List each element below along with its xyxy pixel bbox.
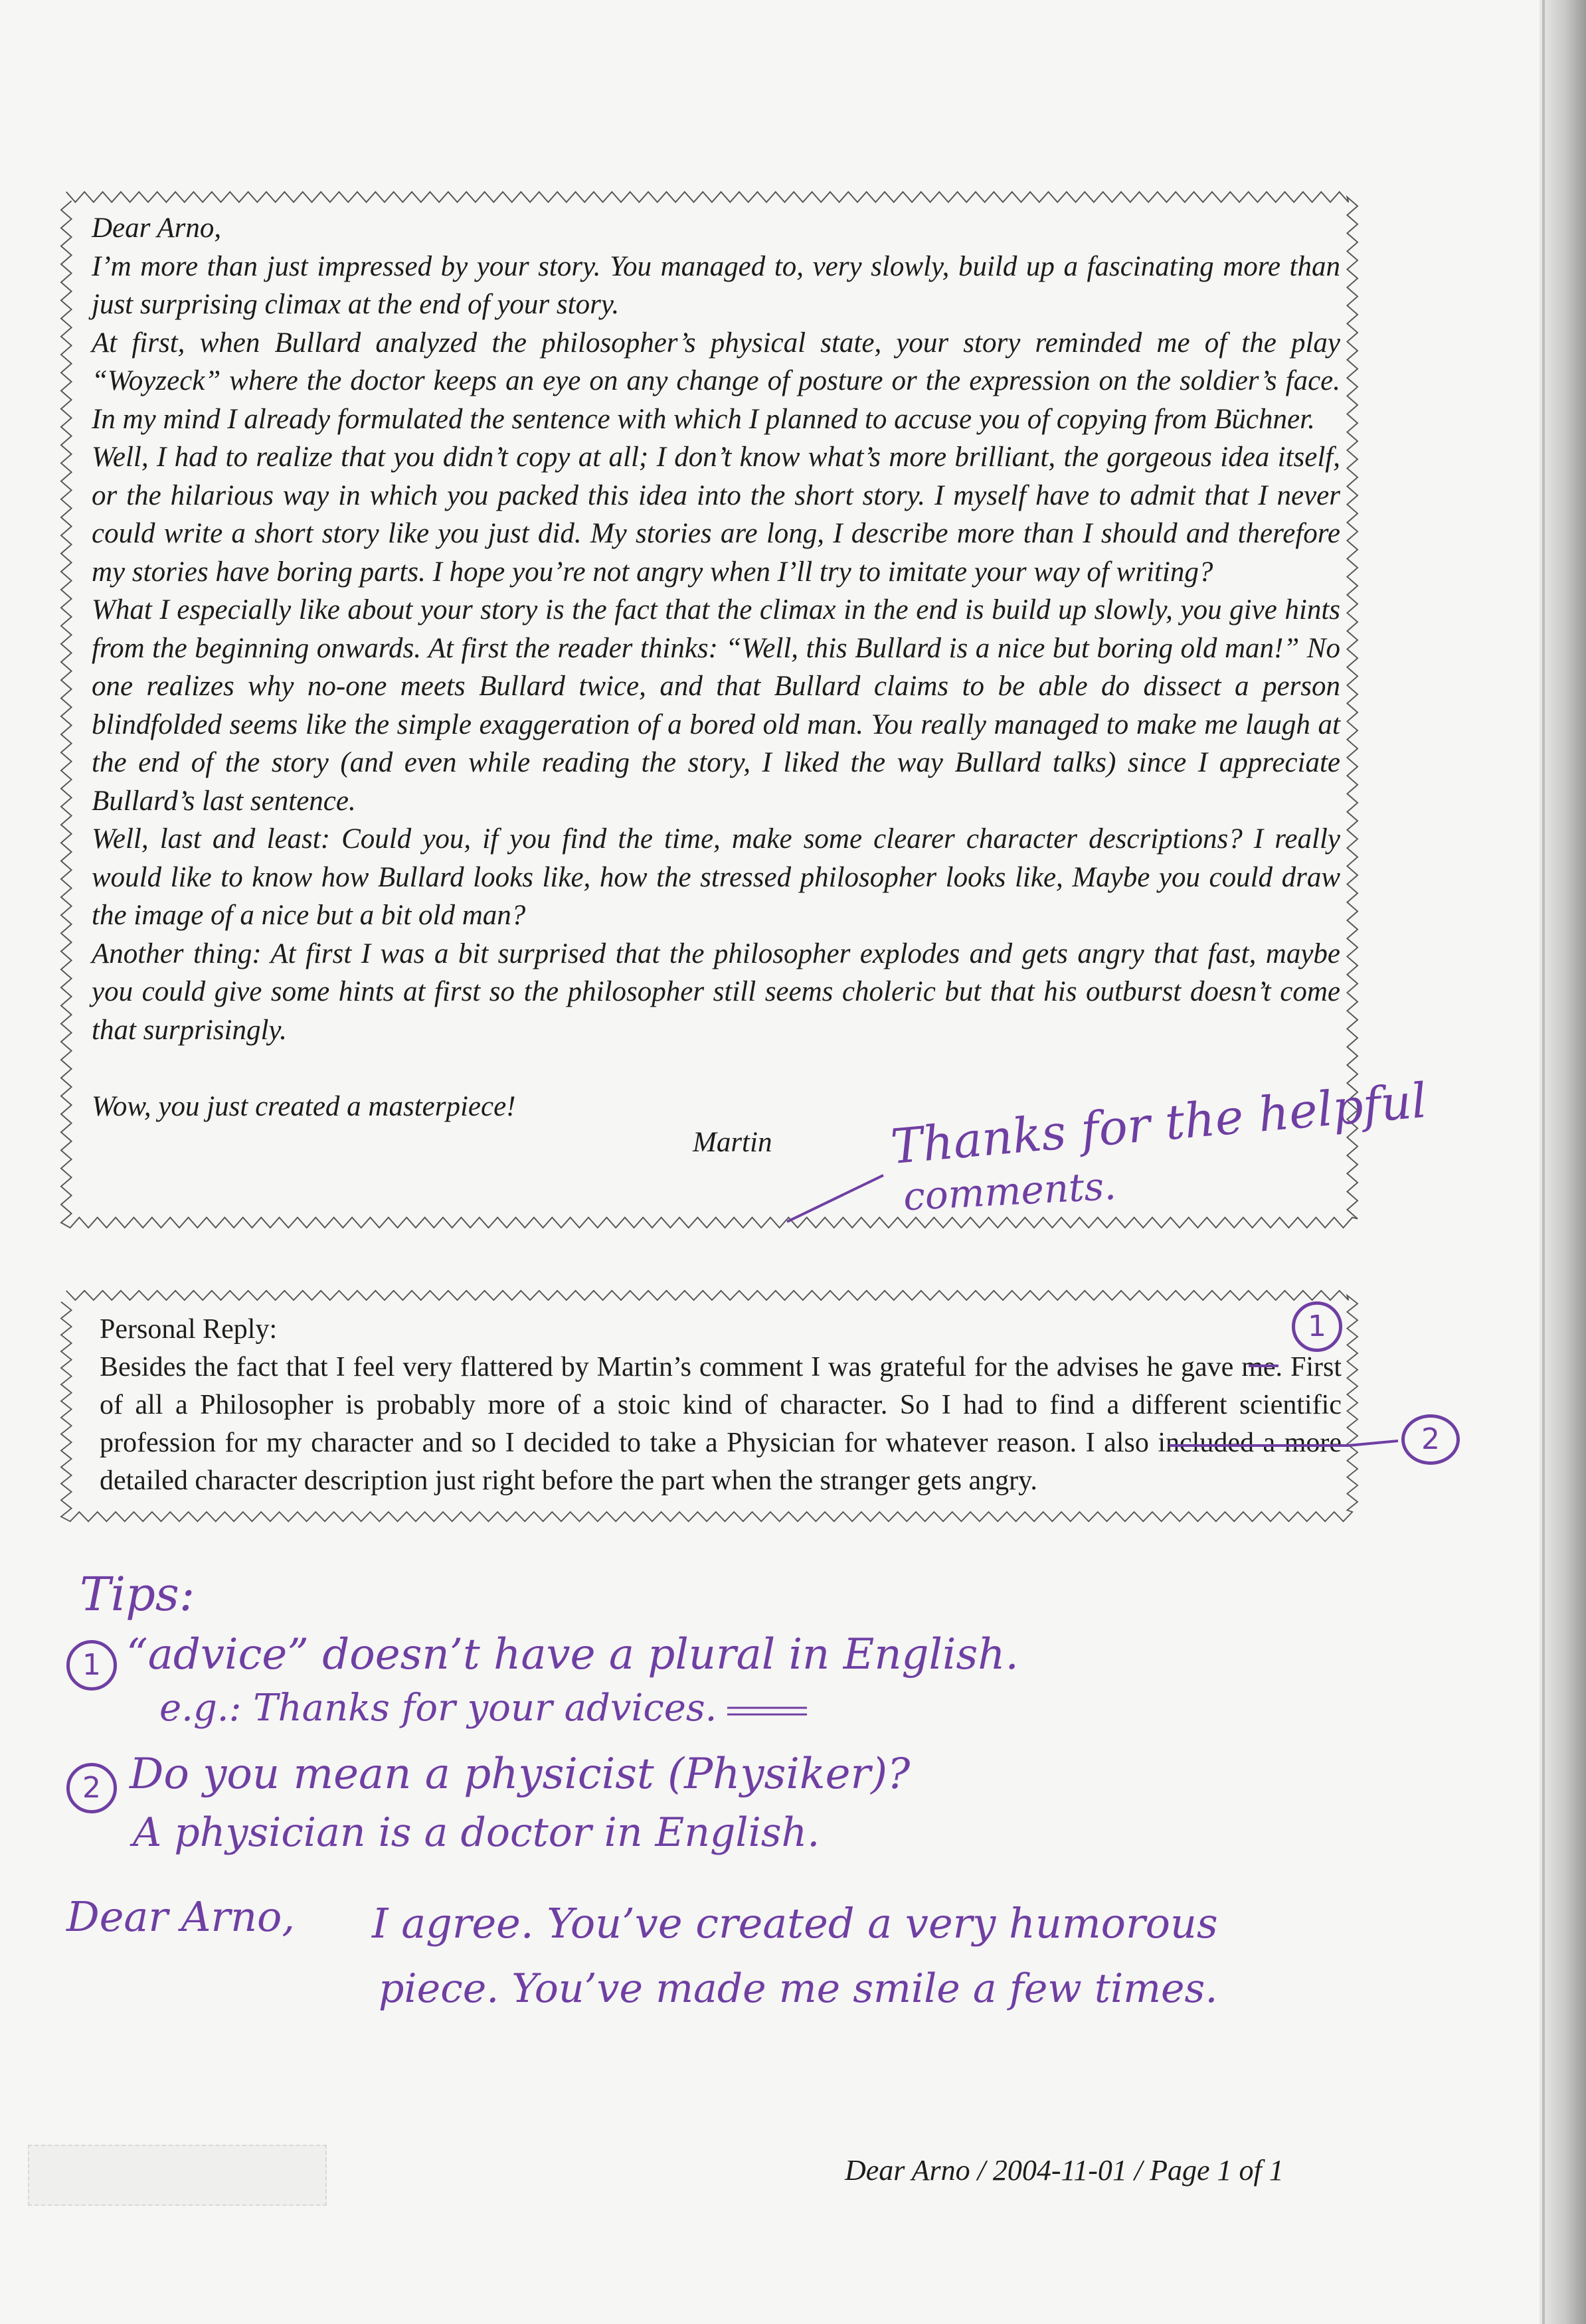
page-edge-shadow <box>1540 0 1586 2324</box>
reply-box <box>45 1275 1373 1537</box>
letter-paragraph: What I especially like about your story is the fact that the climax in the end is build up slowly, you give hints from the beginning onwards. At first the reader thinks: “Well, this Bullard is a nice but boring old man!” No one realizes why no-one meets Bullard twice, and that Bullard claims to be able do dissect a person blindfolded seems like the simple exaggeration of a bored old man. You really managed to make me laugh at the end of the story (and even while reading the story, I liked the way Bullard talks) since I appreciate Bullard’s last sentence. <box>92 594 1340 817</box>
circled-marker-1: 1 <box>1292 1301 1342 1352</box>
letter-signature: Martin <box>693 1127 772 1158</box>
note-line-1: I agree. You’ve created a very humorous <box>372 1899 1218 1948</box>
tip-1-line-2: e.g.: Thanks for your advices. <box>159 1687 717 1730</box>
faded-stamp <box>28 2145 327 2206</box>
letter-paragraph: At first, when Bullard analyzed the philosopher’s physical state, your story reminded me of the play “Woyzeck” where the doctor keeps an eye on any change of posture or the expression on the soldier’s face. In my mind I already formulated the sentence with which I planned to accuse you of copying from Büchner. <box>92 327 1340 435</box>
reply-body <box>100 1311 1342 1500</box>
reply-text: Besides the fact that I feel very flattered by Martin’s comment I was grateful for the advises he gave me. First of all a Philosopher is probably more of a stoic kind of character. So I had to find a different scientific profession for my character and so I decided to take a Physician for whatever reason. I also included a more detailed character description just right before the part when the stranger gets angry. <box>100 1352 1342 1496</box>
letter-paragraph: Another thing: At first I was a bit surprised that the philosopher explodes and gets angry that fast, maybe you could give some hints at first so the philosopher still seems choleric but that his outburst doesn’t come that surprisingly. <box>92 938 1340 1046</box>
note-greeting: Dear Arno, <box>66 1892 296 1941</box>
page-footer: Dear Arno / 2004-11-01 / Page 1 of 1 <box>845 2154 1284 2187</box>
advices-double-underline <box>727 1708 807 1714</box>
letter-paragraph: Well, I had to realize that you didn’t copy at all; I don’t know what’s more brilliant, the gorgeous idea itself, or the hilarious way in which you packed this idea into the short story. I myself have to admit that I never could write a short story like you just did. My stories are long, I describe more than I should and therefore my stories have boring parts. I hope you’re not angry when I’ll try to imitate your way of writing? <box>92 442 1340 588</box>
handwritten-thanks: Thanks for the helpful <box>888 1072 1429 1175</box>
letter-paragraph: Well, last and least: Could you, if you find the time, make some clearer character descriptions? I really would like to know how Bullard looks like, how the stressed philosopher looks like, Maybe you could draw the image of a nice but a bit old man? <box>92 823 1340 931</box>
letter-box <box>45 176 1373 1244</box>
tip-marker-1: 1 <box>66 1640 117 1691</box>
tip-marker-2: 2 <box>66 1763 117 1813</box>
tip-1-line-1: “advice” doesn’t have a plural in English. <box>126 1630 1019 1679</box>
page-edge-line <box>1542 0 1545 2324</box>
circled-marker-2: 2 <box>1401 1414 1460 1465</box>
letter-paragraph: I’m more than just impressed by your story. You managed to, very slowly, build up a fascinating more than just surprising climax at the end of your story. <box>92 250 1340 320</box>
tips-heading: Tips: <box>80 1567 195 1621</box>
note-line-2: piece. You’ve made me smile a few times. <box>379 1965 1218 2012</box>
handwritten-comments: comments. <box>902 1163 1118 1220</box>
tip-2-line-2: A physician is a doctor in English. <box>133 1809 820 1856</box>
reply-heading: Personal Reply: <box>100 1314 278 1345</box>
letter-salutation: Dear Arno, <box>92 212 222 244</box>
tip-2-line-1: Do you mean a physicist (Physiker)? <box>130 1750 911 1799</box>
letter-signoff: Wow, you just created a masterpiece! <box>92 1091 516 1122</box>
